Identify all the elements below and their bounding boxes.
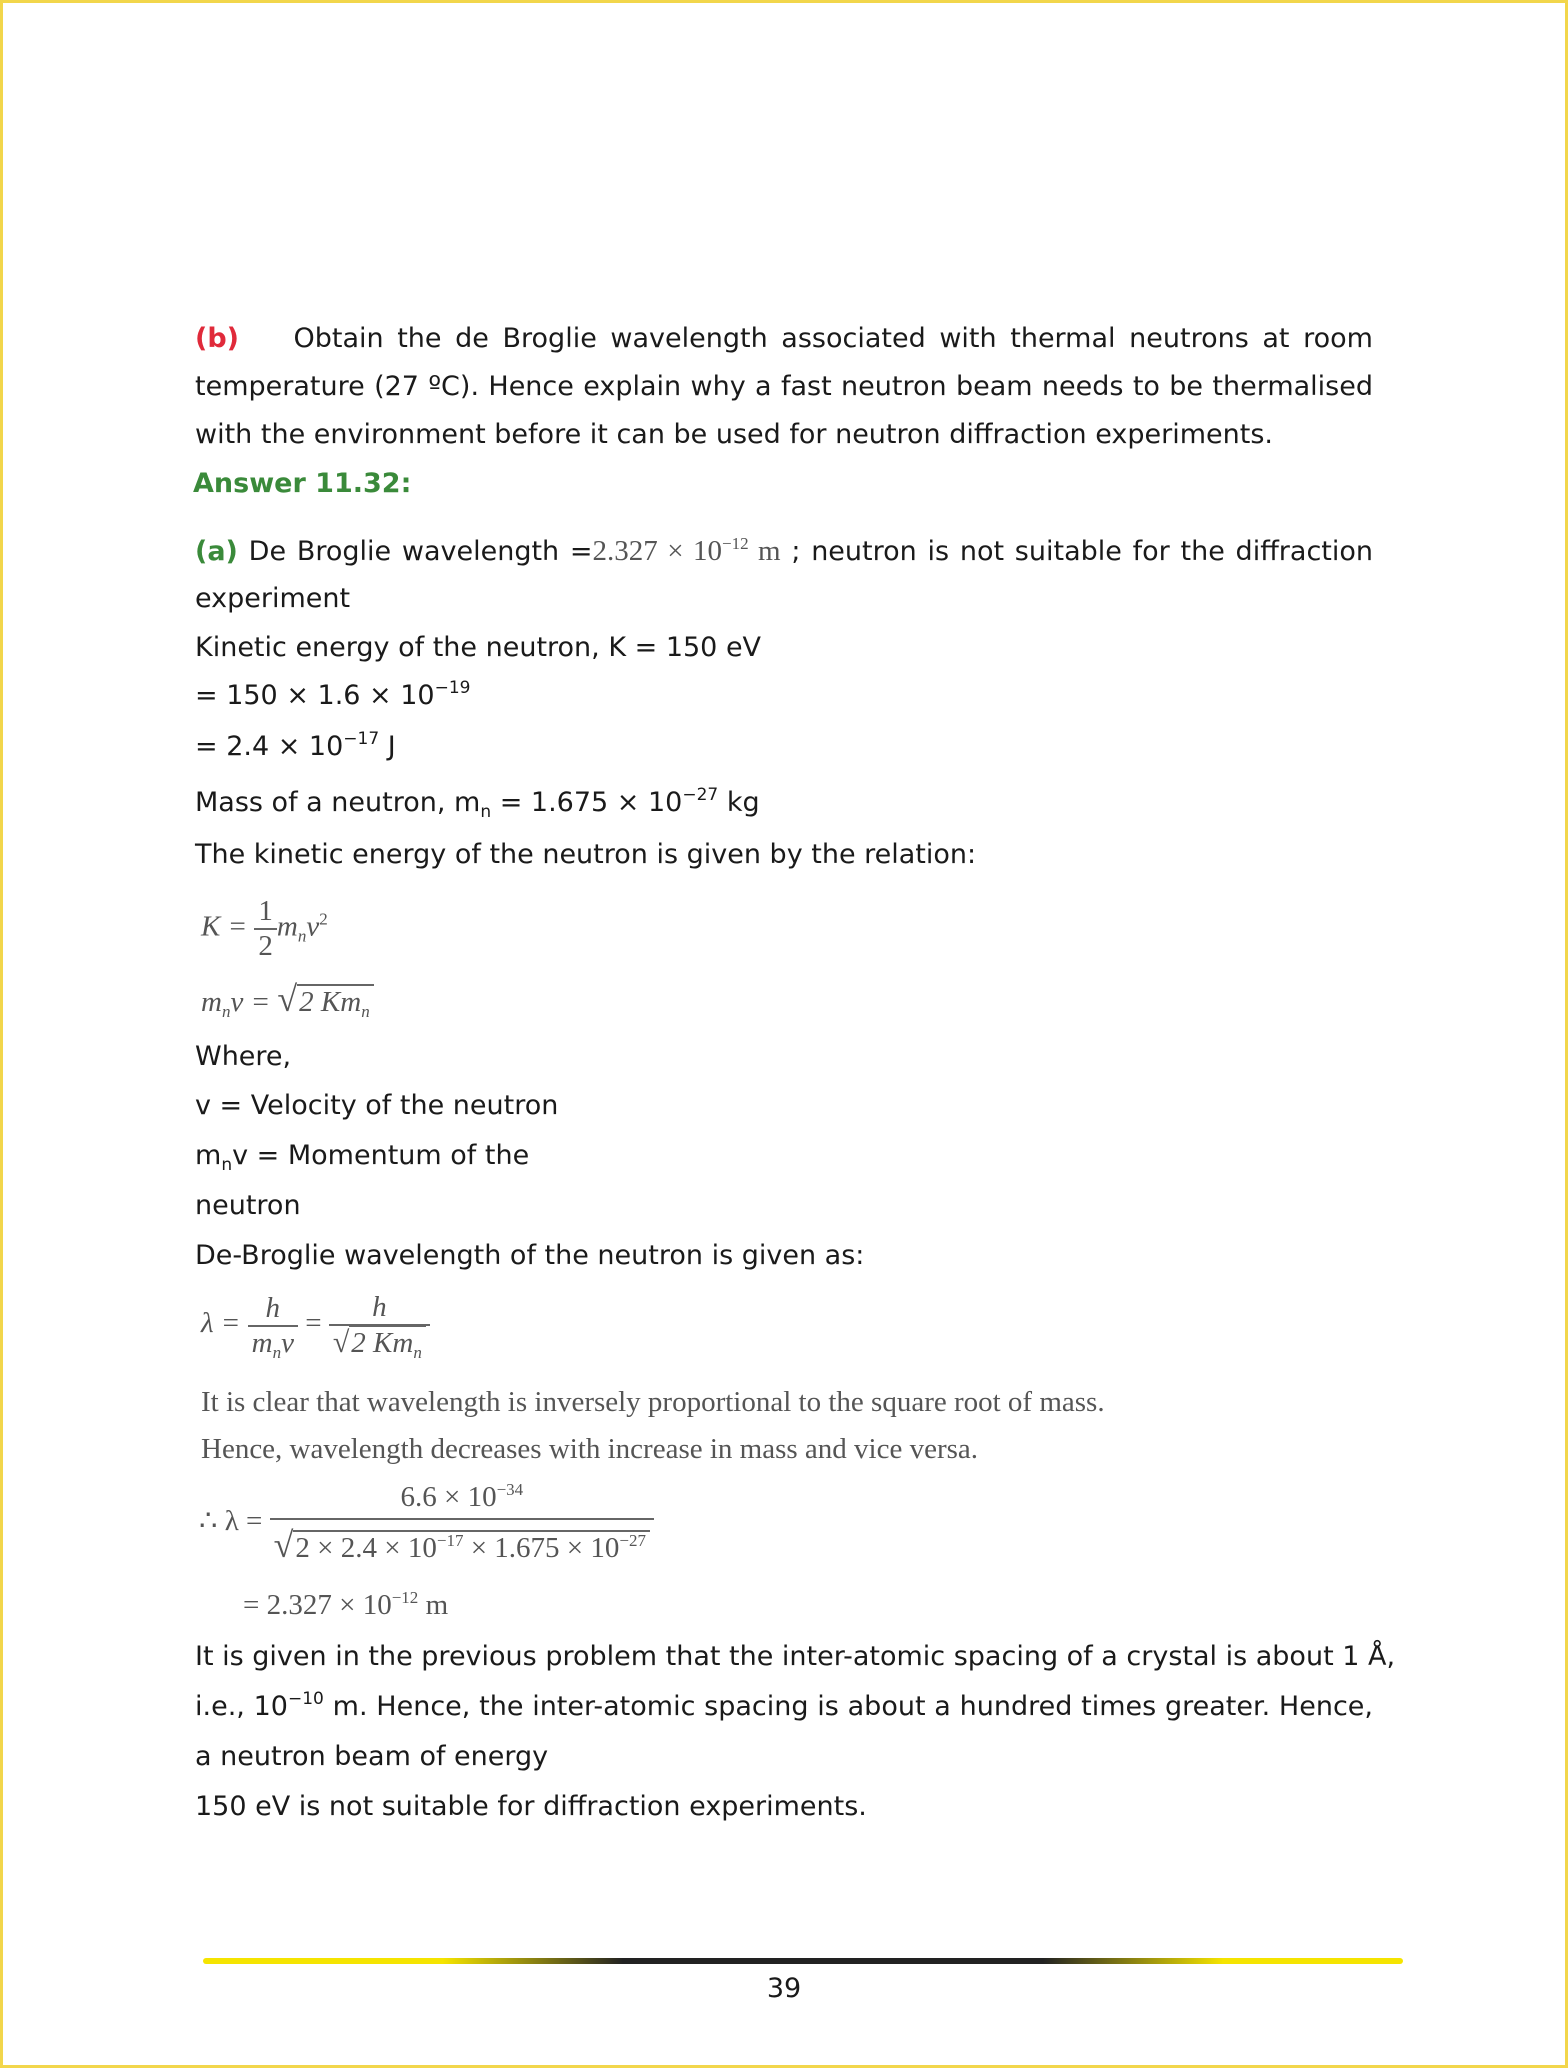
relation-line: The kinetic energy of the neutron is given by the relation: [195,839,977,870]
momentum-definition-cont: neutron [195,1190,301,1221]
answer-heading: Answer 11.32: [193,468,412,499]
sqrt-symbol: √ [277,979,298,1019]
observation-2: Hence, wavelength decreases with increase in mass and vice versa. [201,1433,979,1465]
footer-divider [203,1958,1403,1964]
h-over-sqrt-fraction: $\frac{h}{√2 Km_n}$ [329,1291,430,1360]
wavelength-equation: λ = $\frac{h}{m_nv}$ = $\frac{h}{√2 Km_n}$ [201,1291,430,1360]
question-line-1: (b) Obtain the de Broglie wavelength associated with thermal neutrons at room [195,323,1373,354]
one-half-fraction: $\frac{1}{2}$ [254,895,277,963]
page-number: 39 [766,1973,802,2004]
kinetic-energy-equation: K = $\frac{1}{2}$ $m_nv^2$ [201,895,328,962]
part-a-line-1: (a) De Broglie wavelength $=2.327 \times 10^{-12}$ m ; neutron is not suitable for the diffraction [195,534,1374,567]
part-a-line-2: experiment [195,583,351,614]
velocity-definition: v = Velocity of the neutron [195,1090,559,1121]
kinetic-energy-line: Kinetic energy of the neutron, K = 150 eV [195,632,762,663]
question-line-2: temperature (27 ºC). Hence explain why a fast neutron beam needs to be thermalised [195,371,1373,402]
neutron-mass-line: Mass of a neutron, $m_n = 1.675 \times 10^{-27}$ kg [195,785,760,822]
ke-calc-1: = $150 \times 1.6 \times 10^{-19}$ [195,678,471,711]
question-line-3: with the environment before it can be used for neutron diffraction experiments. [195,419,1273,450]
conclusion-line-2: i.e., $10^{-10}$ m. Hence, the inter-atomic spacing is about a hundred times greater. Hence, [195,1689,1373,1722]
page-content [193,3,1396,2003]
h-over-mv-fraction: $\frac{h}{m_nv}$ [248,1292,298,1360]
wavelength-result: = $2.327 \times 10^{-12}$ m [243,1588,449,1621]
observation-1: It is clear that wavelength is inversely proportional to the square root of mass. [201,1386,1105,1418]
ke-calc-2: = $2.4 \times 10^{-17}$ J [195,729,396,762]
momentum-equation: $m_nv = √2$ $Km_n$ [201,978,374,1020]
momentum-definition: $m_nv$ = Momentum of the [195,1140,530,1175]
question-label: (b) [195,323,240,354]
where-label: Where, [195,1041,292,1072]
numeric-fraction: $\frac{6.6 \times 10^{-34}}{√2 \times 2.4 \times 10^{-17} \times 1.675 \times 10^{-27}}$ [270,1481,654,1566]
wavelength-formula: $2.327 \times 10^{-12}$ m [592,534,781,567]
conclusion-line-3: a neutron beam of energy [195,1741,549,1772]
numeric-wavelength-equation: ∴ λ = $\frac{6.6 \times 10^{-34}}{√2 \times 2.4 \times 10^{-17} \times 1.675 \times 10^{-27}}$ [199,1481,654,1566]
conclusion-line-4: 150 eV is not suitable for diffraction experiments. [195,1791,867,1822]
conclusion-line-1: It is given in the previous problem that the inter-atomic spacing of a crystal is about 1 Å, [195,1641,1396,1672]
part-a-label: (a) [195,536,238,567]
debroglie-line: De-Broglie wavelength of the neutron is given as: [195,1240,865,1271]
